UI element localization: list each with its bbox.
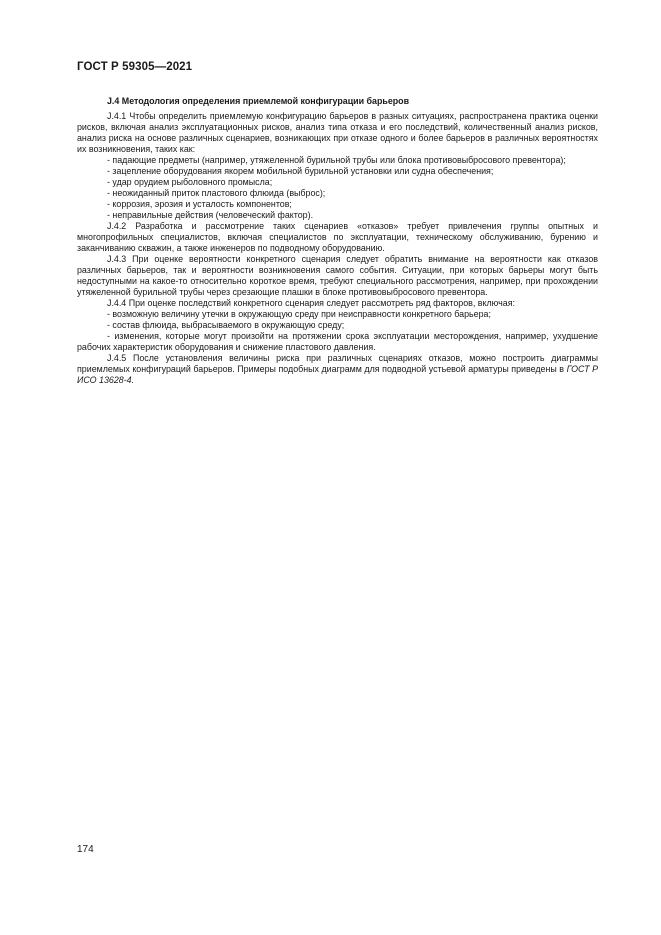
- list-item: - коррозия, эрозия и усталость компонентов;: [107, 199, 292, 209]
- list-item: - состав флюида, выбрасываемого в окружающую среду;: [107, 320, 345, 330]
- section-title: J.4 Методология определения приемлемой конфигурации барьеров: [107, 96, 410, 106]
- list-item: - удар орудием рыболовного промысла;: [107, 177, 273, 187]
- paragraph-j44-last: - изменения, которые могут произойти на протяжении срока эксплуатации месторождения, например, ухудшение рабочих характеристик оборудования и снижение пластового давления.: [77, 331, 598, 352]
- list-item: - зацепление оборудования якорем мобильной бурильной установки или судна обеспечения;: [107, 166, 494, 176]
- paragraph-j42: J.4.2 Разработка и рассмотрение таких сценариев «отказов» требует привлечения группы опытных и многопрофильных специалистов, включая специалистов по эксплуатации, техническому обслуживанию, бурению и заканчиванию скважин, а также инженеров по подводному оборудованию.: [77, 221, 598, 253]
- paragraph-j43: J.4.3 При оценке вероятности конкретного сценария следует обратить внимание на вероятности как отказов различных барьеров, так и вероятности возникновения самого события. Ситуации, при которых барьеры могут быть недоступными на какое-то относительно короткое время, требуют специального рассмотрения, например, при прохождении утяжеленной бурильной трубы через срезающие плашки в блоке противовыбросового превентора.: [77, 254, 598, 297]
- list-item: - неожиданный приток пластового флюида (выброс);: [107, 188, 326, 198]
- paragraph-j45-text: J.4.5 После установления величины риска при различных сценариях отказов, можно построить диаграммы приемлемых конфигураций барьеров. Примеры подобных диаграмм для подводной устьевой арматуры приведены в: [77, 353, 598, 374]
- list-item: - неправильные действия (человеческий фактор).: [107, 210, 314, 220]
- page-number: 174: [77, 844, 94, 855]
- paragraph-j44: J.4.4 При оценке последствий конкретного сценария следует рассмотреть ряд факторов, включая:: [107, 298, 515, 308]
- list-item: - возможную величину утечки в окружающую среду при неисправности конкретного барьера;: [107, 309, 491, 319]
- standard-reference: ГОСТ Р ИСО 13628-4.: [77, 364, 599, 385]
- paragraph-j41: J.4.1 Чтобы определить приемлемую конфигурацию барьеров в разных ситуациях, распространена практика оценки рисков, включая анализ эксплуатационных рисков, анализ типа отказа и его последствий, количественный анализ рисков, анализ риска на основе различных сценариев, возникающих при отказе одного и более барьеров в различных вероятностях их возникновения, таких как:: [77, 111, 598, 154]
- standard-header: ГОСТ Р 59305—2021: [77, 61, 193, 73]
- paragraph-j45: [77, 353, 598, 386]
- document-body: [77, 96, 598, 386]
- list-item: - падающие предметы (например, утяжеленной бурильной трубы или блока противовыбросового превентора);: [107, 155, 566, 165]
